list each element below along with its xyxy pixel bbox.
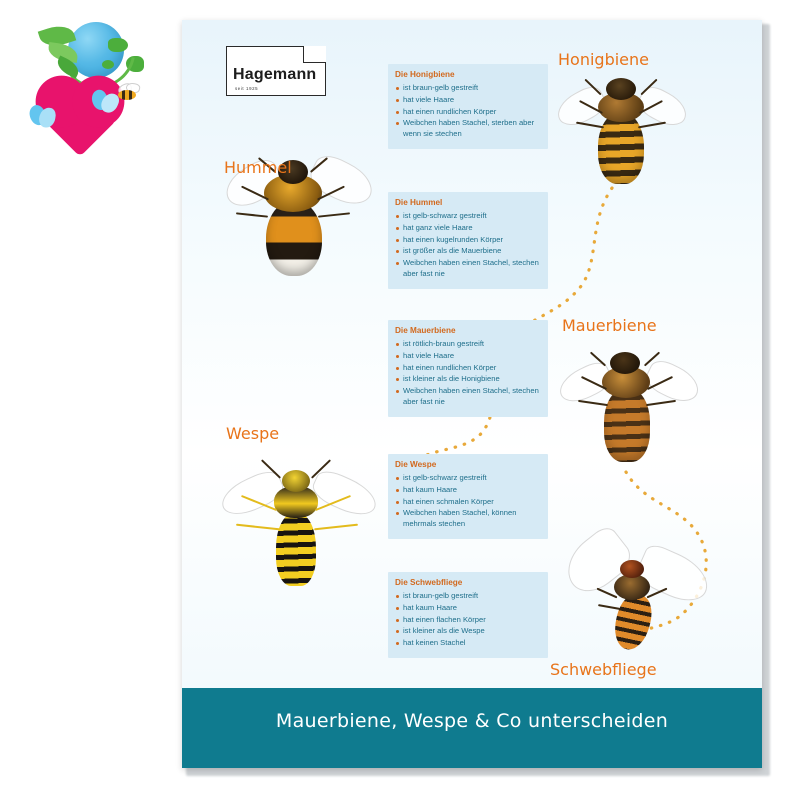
info-box-title: Die Honigbiene xyxy=(395,70,455,79)
leg xyxy=(236,524,280,531)
butterfly-icon xyxy=(28,102,62,131)
globe-leaf-icon xyxy=(38,18,134,84)
list-item: hat viele Haare xyxy=(395,95,541,106)
brand-name: Hagemann xyxy=(233,66,317,83)
hoverfly-illustration xyxy=(564,520,714,680)
head xyxy=(610,352,640,374)
info-box-mauerbiene xyxy=(388,320,548,417)
head xyxy=(620,560,644,578)
list-item: Weibchen haben Stachel, sterben aber wenn sie stechen xyxy=(395,118,541,140)
info-box-honigbiene xyxy=(388,64,548,149)
list-item: Weibchen haben einen Stachel, stechen aber fast nie xyxy=(395,258,541,280)
head xyxy=(606,78,636,100)
species-label-schwebfliege: Schwebfliege xyxy=(550,660,657,679)
logo-corner-notch xyxy=(303,46,326,63)
leg xyxy=(318,212,350,217)
list-item: hat einen kugelrunden Körper xyxy=(395,235,541,246)
abdomen xyxy=(598,112,644,184)
list-item: ist größer als die Mauerbiene xyxy=(395,246,541,257)
list-item: hat einen rundlichen Körper xyxy=(395,363,541,374)
info-box-list xyxy=(395,339,541,408)
leg xyxy=(576,122,604,129)
leg xyxy=(314,524,358,531)
wing xyxy=(308,466,381,522)
info-box-hummel xyxy=(388,192,548,289)
masonbee-illustration xyxy=(558,346,698,476)
list-item: hat einen rundlichen Körper xyxy=(395,107,541,118)
info-box-list xyxy=(395,473,541,530)
list-item: ist rötlich-braun gestreift xyxy=(395,339,541,350)
leg xyxy=(578,400,608,406)
list-item: hat kaum Haare xyxy=(395,603,541,614)
info-box-title: Die Hummel xyxy=(395,198,443,207)
honeybee-illustration xyxy=(554,72,690,192)
info-box-list xyxy=(395,83,541,140)
info-box-title: Die Wespe xyxy=(395,460,437,469)
list-item: ist gelb-schwarz gestreift xyxy=(395,211,541,222)
heart-butterfly-icon xyxy=(30,84,140,158)
list-item: hat viele Haare xyxy=(395,351,541,362)
list-item: hat ganz viele Haare xyxy=(395,223,541,234)
list-item: Weibchen haben Stachel, können mehrmals stechen xyxy=(395,508,541,530)
info-box-title: Die Schwebfliege xyxy=(395,578,463,587)
leg xyxy=(598,604,620,610)
list-item: hat einen schmalen Körper xyxy=(395,497,541,508)
bee-body xyxy=(118,90,136,100)
species-label-honigbiene: Honigbiene xyxy=(558,50,649,69)
info-box-wespe xyxy=(388,454,548,539)
hagemann-logo xyxy=(226,46,326,96)
leg xyxy=(236,212,268,217)
abdomen xyxy=(604,388,650,462)
brand-since: seit 1925 xyxy=(235,86,259,91)
info-box-list xyxy=(395,211,541,280)
leg xyxy=(638,122,666,129)
list-item: Weibchen haben einen Stachel, stechen aber fast nie xyxy=(395,386,541,408)
leg xyxy=(646,400,676,406)
poster-footer-band xyxy=(182,688,762,768)
brand-logo-stack xyxy=(18,18,138,158)
abdomen xyxy=(276,512,316,586)
list-item: ist kleiner als die Honigbiene xyxy=(395,374,541,385)
info-box-schwebfliege xyxy=(388,572,548,658)
head xyxy=(282,470,310,492)
info-box-list xyxy=(395,591,541,649)
list-item: hat keinen Stachel xyxy=(395,638,541,649)
abdomen xyxy=(610,591,657,654)
list-item: ist gelb-schwarz gestreift xyxy=(395,473,541,484)
species-label-mauerbiene: Mauerbiene xyxy=(562,316,657,335)
list-item: hat kaum Haare xyxy=(395,485,541,496)
info-box-title: Die Mauerbiene xyxy=(395,326,456,335)
wasp-illustration xyxy=(218,456,388,596)
poster-caption: Mauerbiene, Wespe & Co unterscheiden xyxy=(275,710,669,732)
list-item: ist kleiner als die Wespe xyxy=(395,626,541,637)
poster xyxy=(182,20,762,768)
bee-icon xyxy=(114,86,140,102)
list-item: ist braun-gelb gestreift xyxy=(395,83,541,94)
list-item: hat einen flachen Körper xyxy=(395,615,541,626)
list-item: ist braun-gelb gestreift xyxy=(395,591,541,602)
species-label-wespe: Wespe xyxy=(226,424,280,443)
species-label-hummel: Hummel xyxy=(224,158,292,177)
